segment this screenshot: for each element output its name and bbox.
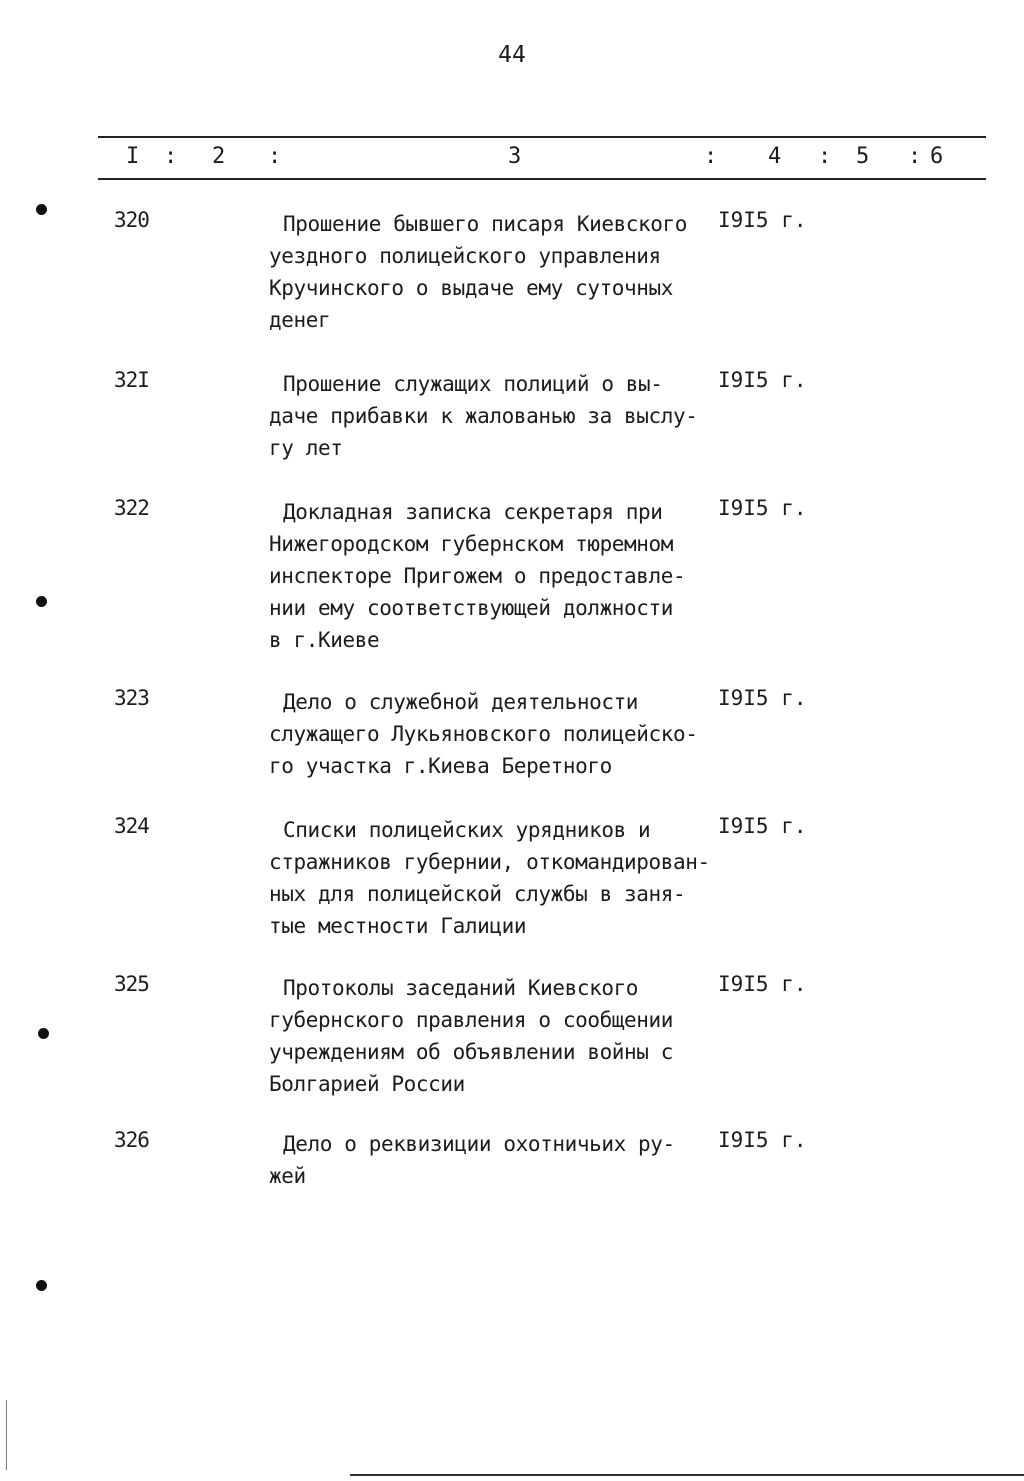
record-title [269, 686, 729, 782]
record-number: 32I [114, 368, 149, 392]
record-line: Кручинского о выдаче ему суточных [269, 276, 674, 300]
punch-hole [36, 204, 47, 215]
header-col-1: I [126, 144, 140, 169]
record-line: даче прибавки к жалованью за выслу- [269, 404, 698, 428]
record-number: 325 [114, 972, 149, 996]
record-line: инспекторе Пригожем о предоставле- [269, 564, 686, 588]
record-date: I9I5 г. [718, 1128, 807, 1152]
record-number: 324 [114, 814, 149, 838]
page-number: 44 [498, 42, 526, 68]
header-separator: : [704, 144, 718, 169]
record-number: 322 [114, 496, 149, 520]
record-title [269, 496, 729, 656]
record-title [269, 368, 729, 464]
punch-hole [38, 1028, 49, 1039]
record-line: жей [269, 1164, 306, 1188]
record-line: Дело о служебной деятельности [283, 690, 639, 714]
table-header-top-rule [98, 136, 986, 138]
record-line: го участка г.Киева Беретного [269, 754, 612, 778]
page-bottom-edge [350, 1474, 1024, 1476]
record-number: 326 [114, 1128, 149, 1152]
record-line: Списки полицейских урядников и [283, 818, 651, 842]
record-line: служащего Лукьяновского полицейско- [269, 722, 698, 746]
header-col-5: 5 [856, 144, 870, 169]
record-date: I9I5 г. [718, 814, 807, 838]
record-line: Дело о реквизиции охотничьих ру- [283, 1132, 675, 1156]
record-number: 320 [114, 208, 149, 232]
record-date: I9I5 г. [718, 972, 807, 996]
header-separator: : [908, 144, 922, 169]
record-title [269, 972, 729, 1100]
record-line: Докладная записка секретаря при [283, 500, 663, 524]
record-line: учреждениям об объявлении войны с [269, 1040, 674, 1064]
table-header-bottom-rule [98, 178, 986, 180]
record-line: нии ему соответствующей должности [269, 596, 674, 620]
record-line: Протоколы заседаний Киевского [283, 976, 639, 1000]
record-line: Нижегородском губернском тюремном [269, 532, 674, 556]
record-line: стражников губернии, откомандирован- [269, 850, 710, 874]
record-line: денег [269, 308, 331, 332]
record-line: гу лет [269, 436, 343, 460]
record-line: ных для полицейской службы в заня- [269, 882, 686, 906]
record-line: Прошение бывшего писаря Киевского [283, 212, 688, 236]
punch-hole [36, 596, 47, 607]
record-date: I9I5 г. [718, 496, 807, 520]
header-col-2: 2 [212, 144, 226, 169]
record-line: в г.Киеве [269, 628, 380, 652]
margin-line [6, 1400, 7, 1470]
record-line: уездного полицейского управления [269, 244, 661, 268]
record-number: 323 [114, 686, 149, 710]
header-separator: : [268, 144, 282, 169]
record-line: Болгарией России [269, 1072, 465, 1096]
record-date: I9I5 г. [718, 686, 807, 710]
record-line: губернского правления о сообщении [269, 1008, 674, 1032]
header-separator: : [818, 144, 832, 169]
record-title [269, 1128, 729, 1192]
header-col-6: 6 [930, 144, 944, 169]
record-date: I9I5 г. [718, 208, 807, 232]
record-line: Прошение служащих полиций о вы- [283, 372, 663, 396]
record-title [269, 814, 729, 942]
header-col-3: 3 [508, 144, 522, 169]
punch-hole [36, 1280, 47, 1291]
record-title [269, 208, 729, 336]
header-separator: : [164, 144, 178, 169]
header-col-4: 4 [768, 144, 782, 169]
record-date: I9I5 г. [718, 368, 807, 392]
record-line: тые местности Галиции [269, 914, 527, 938]
